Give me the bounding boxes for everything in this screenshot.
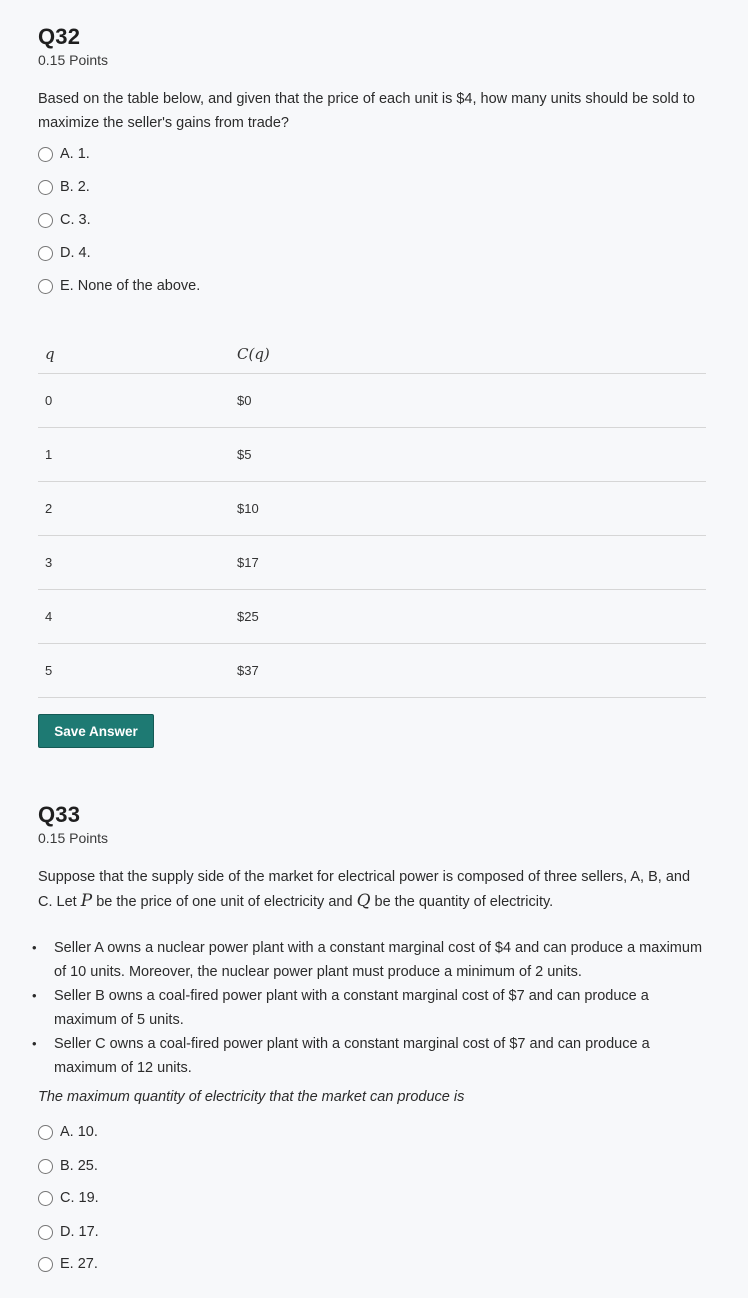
q33-option-e[interactable]: E. 27. bbox=[38, 1256, 98, 1272]
table-row: 3 $17 bbox=[38, 535, 706, 589]
table-row: 4 $25 bbox=[38, 589, 706, 643]
radio-icon[interactable] bbox=[38, 246, 53, 261]
list-item: • Seller B owns a coal-fired power plant with a constant marginal cost of $7 and can produce a maximum of 5 units. bbox=[54, 984, 706, 1032]
q32-option-e[interactable]: E. None of the above. bbox=[38, 278, 200, 294]
q32-option-a[interactable]: A. 1. bbox=[38, 146, 90, 162]
column-header-q: q bbox=[38, 336, 237, 373]
list-item: • Seller A owns a nuclear power plant with a constant marginal cost of $4 and can produce a maximum of 10 units. Moreover, the nuclear power plant must produce a minimum of 2 units. bbox=[54, 936, 706, 984]
radio-icon[interactable] bbox=[38, 1191, 53, 1206]
table-row: 1 $5 bbox=[38, 427, 706, 481]
radio-icon[interactable] bbox=[38, 1225, 53, 1240]
question-title: Q33 bbox=[38, 802, 81, 827]
q33-option-a[interactable]: A. 10. bbox=[38, 1124, 98, 1140]
variable-q: Q bbox=[356, 891, 371, 911]
table-row: 5 $37 bbox=[38, 643, 706, 697]
q32-option-b[interactable]: B. 2. bbox=[38, 179, 90, 195]
q32-option-d[interactable]: D. 4. bbox=[38, 245, 91, 261]
table-row: 0 $0 bbox=[38, 373, 706, 427]
radio-icon[interactable] bbox=[38, 147, 53, 162]
radio-icon[interactable] bbox=[38, 180, 53, 195]
table-header-row bbox=[38, 336, 706, 373]
q33-option-b[interactable]: B. 25. bbox=[38, 1158, 98, 1174]
q33-option-d[interactable]: D. 17. bbox=[38, 1224, 99, 1240]
column-header-cost: C(q) bbox=[237, 336, 706, 373]
cost-table bbox=[38, 336, 706, 698]
save-answer-button[interactable]: Save Answer bbox=[38, 714, 154, 748]
question-title: Q32 bbox=[38, 24, 81, 49]
question-prompt: The maximum quantity of electricity that the market can produce is bbox=[38, 1089, 465, 1105]
question-text: Suppose that the supply side of the market for electrical power is composed of three sellers, A, B, and C. Let P be the price of one unit of electricity and Q be the quantity of electricity. bbox=[38, 869, 691, 911]
radio-icon[interactable] bbox=[38, 1125, 53, 1140]
radio-icon[interactable] bbox=[38, 213, 53, 228]
radio-icon[interactable] bbox=[38, 279, 53, 294]
q32-header bbox=[38, 24, 706, 68]
table-row: 2 $10 bbox=[38, 481, 706, 535]
radio-icon[interactable] bbox=[38, 1159, 53, 1174]
question-points: 0.15 Points bbox=[38, 52, 109, 68]
list-item: • Seller C owns a coal-fired power plant with a constant marginal cost of $7 and can produce a maximum of 12 units. bbox=[54, 1032, 706, 1080]
q33-option-c[interactable]: C. 19. bbox=[38, 1190, 99, 1206]
question-points: 0.15 Points bbox=[38, 830, 109, 846]
variable-p: P bbox=[80, 891, 93, 911]
q33-header bbox=[38, 802, 706, 846]
radio-icon[interactable] bbox=[38, 1257, 53, 1272]
seller-list bbox=[54, 936, 706, 1080]
question-text: Based on the table below, and given that the price of each unit is $4, how many units should be sold to maximize the seller's gains from trade? bbox=[38, 91, 695, 131]
q32-option-c[interactable]: C. 3. bbox=[38, 212, 91, 228]
